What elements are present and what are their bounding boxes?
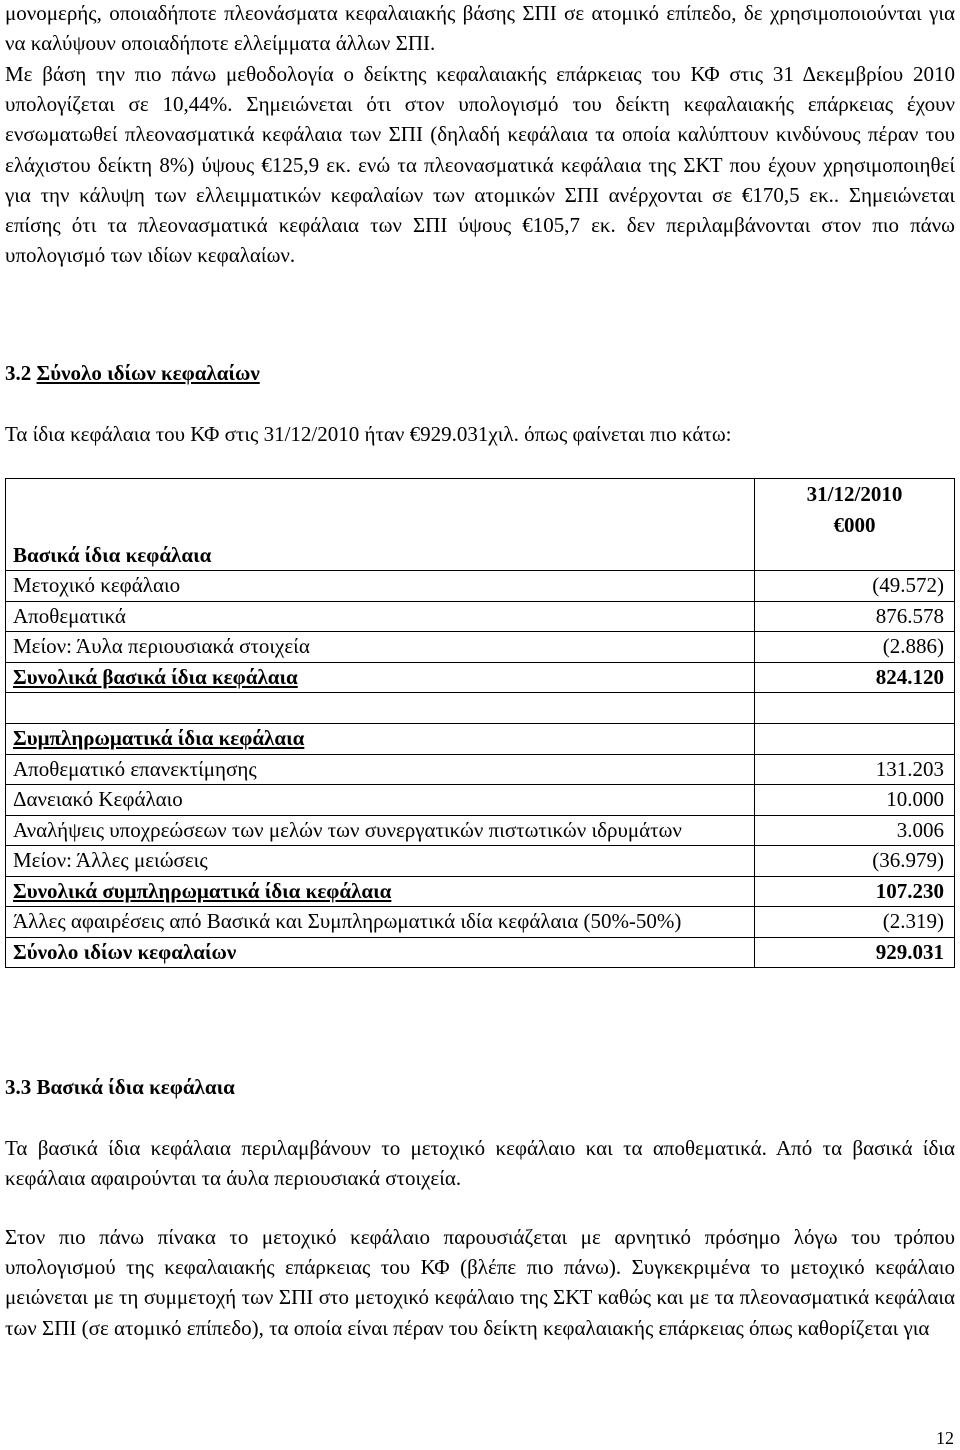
section-3-2-text: Τα ίδια κεφάλαια του ΚΦ στις 31/12/2010 ήταν €929.031χιλ. όπως φαίνεται πιο κάτω: — [5, 422, 732, 446]
intro-paragraph-2: Με βάση την πιο πάνω μεθοδολογία ο δείκτης κεφαλαιακής επάρκειας του ΚΦ στις 31 Δεκεμβρίου 2010 υπολογίζεται σε 10,44%. Σημειώνεται ότι στον υπολογισμό του δείκτη κεφαλαιακής επάρκειας έχουν ενσωματωθεί πλεονασματικά κεφάλαια των ΣΠΙ (δηλαδή κεφάλαια τα οποία καλύπτουν κινδύνους πέραν του ελάχιστου δείκτη 8%) ύψους €125,9 εκ. ενώ τα πλεονασματικά κεφάλαια της ΣΚΤ που έχουν χρησιμοποιηθεί για την κάλυψη των ελλειμματικών κεφαλαίων των ατομικών ΣΠΙ ανέρχονται σε €170,5 εκ.. Σημειώνεται επίσης ότι τα πλεονασματικά κεφάλαια των ΣΠΙ ύψους €105,7 εκ. δεν περιλαμβάνονται στον πιο πάνω υπολογισμό των ιδίων κεφαλαίων. — [5, 62, 955, 268]
tier2-total-value: 107.230 — [755, 876, 955, 907]
section-3-3-heading: 3.3 Βασικά ίδια κεφάλαια — [5, 1075, 235, 1099]
tier2-title: Συμπληρωματικά ίδια κεφάλαια — [6, 724, 755, 755]
section-3-3-paragraph-2: Στον πιο πάνω πίνακα το μετοχικό κεφάλαιο παρουσιάζεται με αρνητικό πρόσημο λόγω του τρόπου υπολογισμού της κεφαλαιακής επάρκειας του ΚΦ (βλέπε πιο πάνω). Συγκεκριμένα το μετοχικό κεφάλαιο μειώνεται με τη συμμετοχή των ΣΠΙ στο μετοχικό κεφάλαιο της ΣΚΤ καθώς και με τα πλεονασματικά κεφάλαια των ΣΠΙ (σε ατομικό επίπεδο), τα οποία είναι πέραν του δείκτη κεφαλαιακής επάρκειας όπως καθορίζεται για — [5, 1225, 955, 1340]
row-value: 3.006 — [755, 815, 955, 846]
section-3-2-heading — [5, 358, 955, 388]
other-deductions-row — [6, 907, 955, 938]
section-3-3-paragraph-1: Τα βασικά ίδια κεφάλαια περιλαμβάνουν το μετοχικό κεφάλαιο και τα αποθεματικά. Από τα βασικά ίδια κεφάλαια αφαιρούνται τα άυλα περιουσιακά στοιχεία. — [5, 1136, 955, 1191]
row-label: Αποθεματικά — [6, 601, 755, 632]
own-funds-table — [5, 478, 955, 968]
row-label: Μείον: Άλλες μειώσεις — [6, 846, 755, 877]
tier2-title-row — [6, 724, 955, 755]
section-3-2-number: 3.2 — [5, 361, 32, 385]
tier1-title-cell — [6, 479, 755, 571]
spacer-row — [6, 693, 955, 724]
row-label: Μετοχικό κεφάλαιο — [6, 571, 755, 602]
row-value: (49.572) — [755, 571, 955, 602]
row-label: Αναλήψεις υποχρεώσεων των μελών των συνεργατικών πιστωτικών ιδρυμάτων — [6, 815, 755, 846]
row-value: (2.886) — [755, 632, 955, 663]
other-deductions-label: Άλλες αφαιρέσεις από Βασικά και Συμπληρωματικά ιδία κεφάλαια (50%-50%) — [6, 907, 755, 938]
tier1-total-label: Συνολικά βασικά ίδια κεφάλαια — [6, 662, 755, 693]
row-value: (36.979) — [755, 846, 955, 877]
table-row — [6, 754, 955, 785]
page-number: 12 — [936, 1428, 954, 1448]
header-unit: €000 — [833, 512, 876, 537]
other-deductions-value: (2.319) — [755, 907, 955, 938]
grand-total-value: 929.031 — [755, 937, 955, 968]
grand-total-row — [6, 937, 955, 968]
section-3-3 — [5, 1072, 955, 1340]
table-row — [6, 632, 955, 663]
table-header-row — [6, 479, 955, 571]
grand-total-label: Σύνολο ιδίων κεφαλαίων — [6, 937, 755, 968]
tier2-total-label: Συνολικά συμπληρωματικά ίδια κεφάλαια — [6, 876, 755, 907]
row-label: Μείον: Άυλα περιουσιακά στοιχεία — [6, 632, 755, 663]
row-label: Αποθεματικό επανεκτίμησης — [6, 754, 755, 785]
row-value: 131.203 — [755, 754, 955, 785]
tier2-total-row — [6, 876, 955, 907]
row-value: 876.578 — [755, 601, 955, 632]
table-row — [6, 815, 955, 846]
intro-paragraph-1: μονομερής, οποιαδήποτε πλεονάσματα κεφαλαιακής βάσης ΣΠΙ σε ατομικό επίπεδο, δε χρησιμοποιούνται για να καλύψουν οποιαδήποτε ελλείμματα άλλων ΣΠΙ. — [5, 1, 955, 56]
table-row — [6, 601, 955, 632]
table-header-date — [755, 479, 955, 571]
table-row — [6, 785, 955, 816]
row-value: 10.000 — [755, 785, 955, 816]
tier1-title: Βασικά ίδια κεφάλαια — [13, 542, 212, 567]
header-date: 31/12/2010 — [806, 482, 903, 506]
tier1-total-row — [6, 662, 955, 693]
table-row — [6, 846, 955, 877]
tier1-total-value: 824.120 — [755, 662, 955, 693]
table-row — [6, 571, 955, 602]
row-label: Δανειακό Κεφάλαιο — [6, 785, 755, 816]
section-3-2-title: Σύνολο ιδίων κεφαλαίων — [36, 361, 260, 385]
